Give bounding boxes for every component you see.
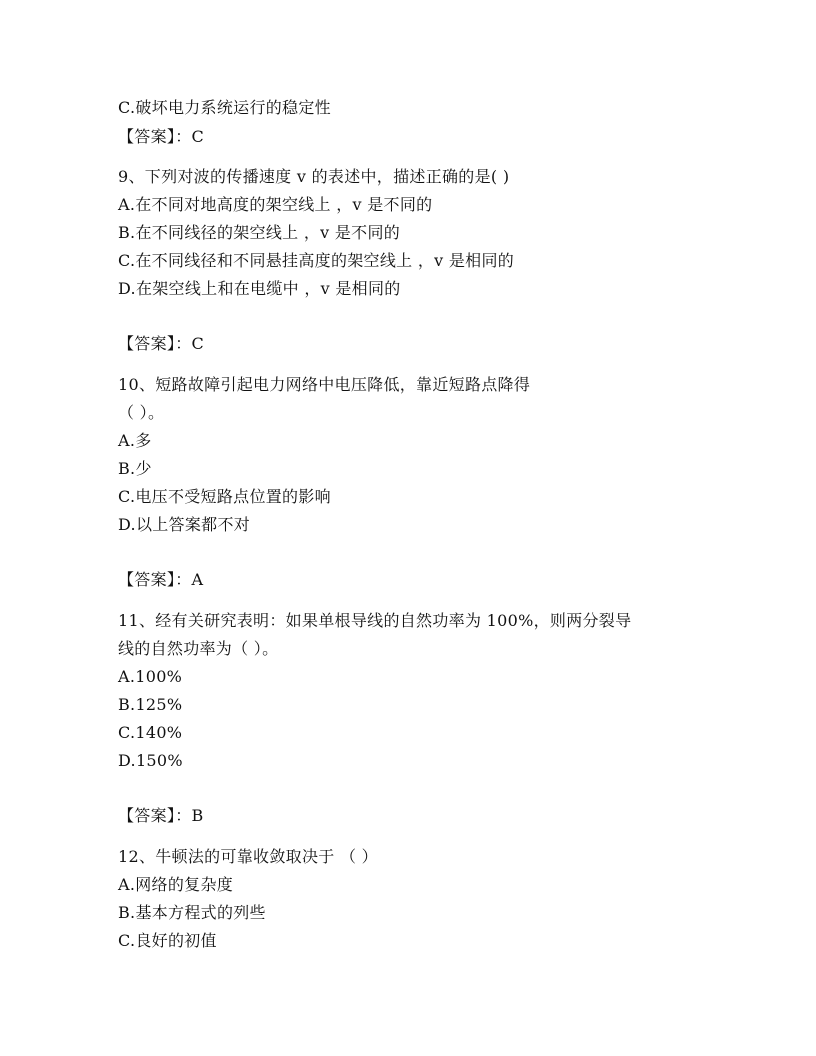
q9-answer: 【答案】：C (118, 334, 205, 353)
q12-option-b: B.基本方程式的列些 (118, 903, 266, 922)
q11-option-b: B.125% (118, 695, 183, 714)
q11-stem-line-2: 线的自然功率为（ ）。 (118, 639, 279, 658)
q10-option-b: B.少 (118, 459, 152, 478)
q11-option-d: D.150% (118, 751, 183, 770)
q12-option-a: A.网络的复杂度 (118, 875, 234, 894)
q12-stem: 12、牛顿法的可靠收敛取决于 （ ） (118, 847, 378, 866)
q10-option-d: D.以上答案都不对 (118, 515, 251, 534)
q9-stem: 9、下列对波的传播速度 v 的表述中，描述正确的是( ) (118, 167, 510, 186)
q11-option-a: A.100% (118, 667, 183, 686)
q10-option-a: A.多 (118, 431, 152, 450)
q9-option-a: A.在不同对地高度的架空线上 ，v 是不同的 (118, 195, 433, 214)
q9-option-b: B.在不同线径的架空线上 ，v 是不同的 (118, 223, 401, 242)
q12-option-c: C.良好的初值 (118, 931, 217, 950)
q10-option-c: C.电压不受短路点位置的影响 (118, 487, 331, 506)
q11-option-c: C.140% (118, 723, 183, 742)
q10-stem-line-2: （ ）。 (118, 403, 165, 422)
q10-answer: 【答案】：A (118, 570, 204, 589)
q8-answer: 【答案】：C (118, 127, 205, 146)
q9-option-d: D.在架空线上和在电缆中 ，v 是相同的 (118, 279, 401, 298)
q9-option-c: C.在不同线径和不同悬挂高度的架空线上 ，v 是相同的 (118, 251, 515, 270)
q11-answer: 【答案】：B (118, 806, 204, 825)
q10-stem-line-1: 10、短路故障引起电力网络中电压降低，靠近短路点降得 (118, 375, 531, 394)
q11-stem-line-1: 11、经有关研究表明：如果单根导线的自然功率为 100%，则两分裂导 (118, 611, 632, 630)
q8-option-c: C.破坏电力系统运行的稳定性 (118, 98, 331, 117)
